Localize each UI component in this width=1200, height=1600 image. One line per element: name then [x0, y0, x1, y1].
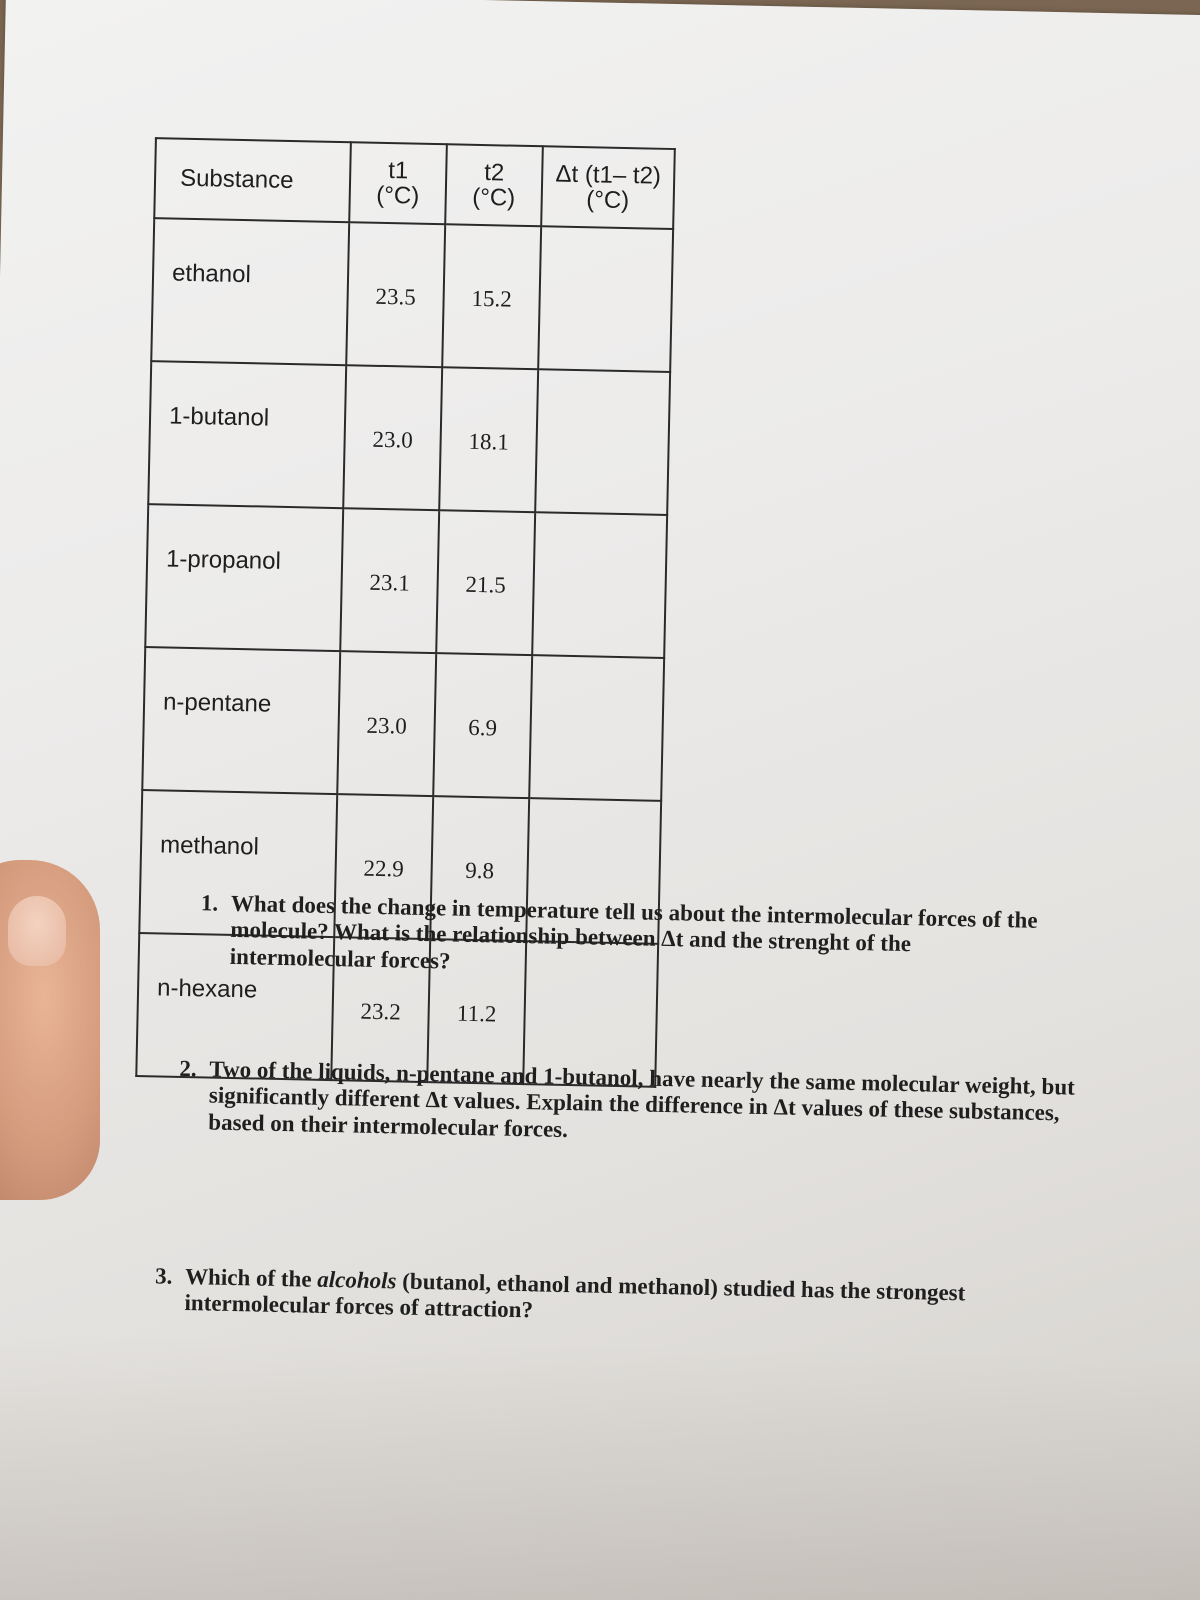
table-header-row	[154, 138, 675, 229]
t1-cell: 23.2	[331, 937, 430, 1082]
t2-cell: 21.5	[436, 510, 535, 655]
t2-cell: 15.2	[442, 224, 541, 369]
header-t2-label: t2	[483, 158, 505, 187]
header-delta-t-label: Δt (t1– t2)	[555, 160, 662, 190]
delta-t-cell[interactable]	[532, 512, 667, 658]
header-substance: Substance	[154, 138, 351, 222]
t1-cell: 23.5	[346, 222, 445, 367]
question-text: What does the change in temperature tell us about the intermolecular forces of the molecule? What is the relationship between Δt and the strenght of the intermolecular forces?	[229, 890, 1038, 974]
header-t2	[445, 144, 543, 226]
t1-cell: 23.0	[343, 365, 442, 510]
delta-t-cell[interactable]	[535, 369, 670, 515]
question-text-start: Which of the	[184, 1264, 318, 1292]
question-2	[178, 1056, 1099, 1155]
table-row	[145, 504, 667, 658]
table-row	[151, 218, 673, 372]
delta-t-cell[interactable]	[529, 655, 664, 801]
paper-shadow	[0, 1330, 1200, 1600]
t1-cell: 23.1	[340, 508, 439, 653]
delta-t-cell[interactable]	[538, 226, 673, 372]
header-t1-unit: (°C)	[376, 181, 420, 210]
question-text	[184, 1264, 1020, 1334]
header-t2-unit: (°C)	[472, 183, 516, 212]
question-number: 2.	[179, 1055, 197, 1082]
substance-cell: 1-propanol	[145, 504, 343, 651]
substance-cell: n-pentane	[142, 647, 340, 794]
header-delta-t	[541, 146, 675, 229]
question-text: Two of the liquids, n-pentane and 1-butanol, have nearly the same molecular weight, but significantly different Δt values. Explain the difference in Δt values of these substances, based on their intermolecular forces.	[208, 1056, 1076, 1142]
substance-cell: n-hexane	[136, 933, 334, 1080]
t2-cell: 6.9	[433, 653, 532, 798]
t1-cell: 22.9	[334, 794, 433, 939]
question-number: 3.	[154, 1263, 173, 1289]
question-number: 1.	[200, 890, 219, 916]
header-t1	[349, 142, 447, 224]
thumb-nail	[8, 896, 66, 966]
substance-cell: 1-butanol	[148, 361, 346, 508]
t1-cell: 23.0	[337, 651, 436, 796]
question-text-end: (butanol, ethanol and methanol) studied has the strongest intermolecular forces of attraction?	[184, 1268, 966, 1323]
table-row	[142, 647, 664, 801]
t2-cell: 11.2	[427, 939, 526, 1084]
header-t1-label: t1	[388, 156, 409, 185]
header-delta-t-unit: (°C)	[585, 186, 630, 215]
substance-cell: ethanol	[151, 218, 349, 365]
question-text-emphasis: alcohols	[317, 1266, 397, 1294]
question-3	[154, 1263, 1055, 1335]
table-row	[148, 361, 670, 515]
t2-cell: 9.8	[430, 796, 529, 941]
t2-cell: 18.1	[439, 367, 538, 512]
substance-cell: methanol	[139, 790, 337, 937]
